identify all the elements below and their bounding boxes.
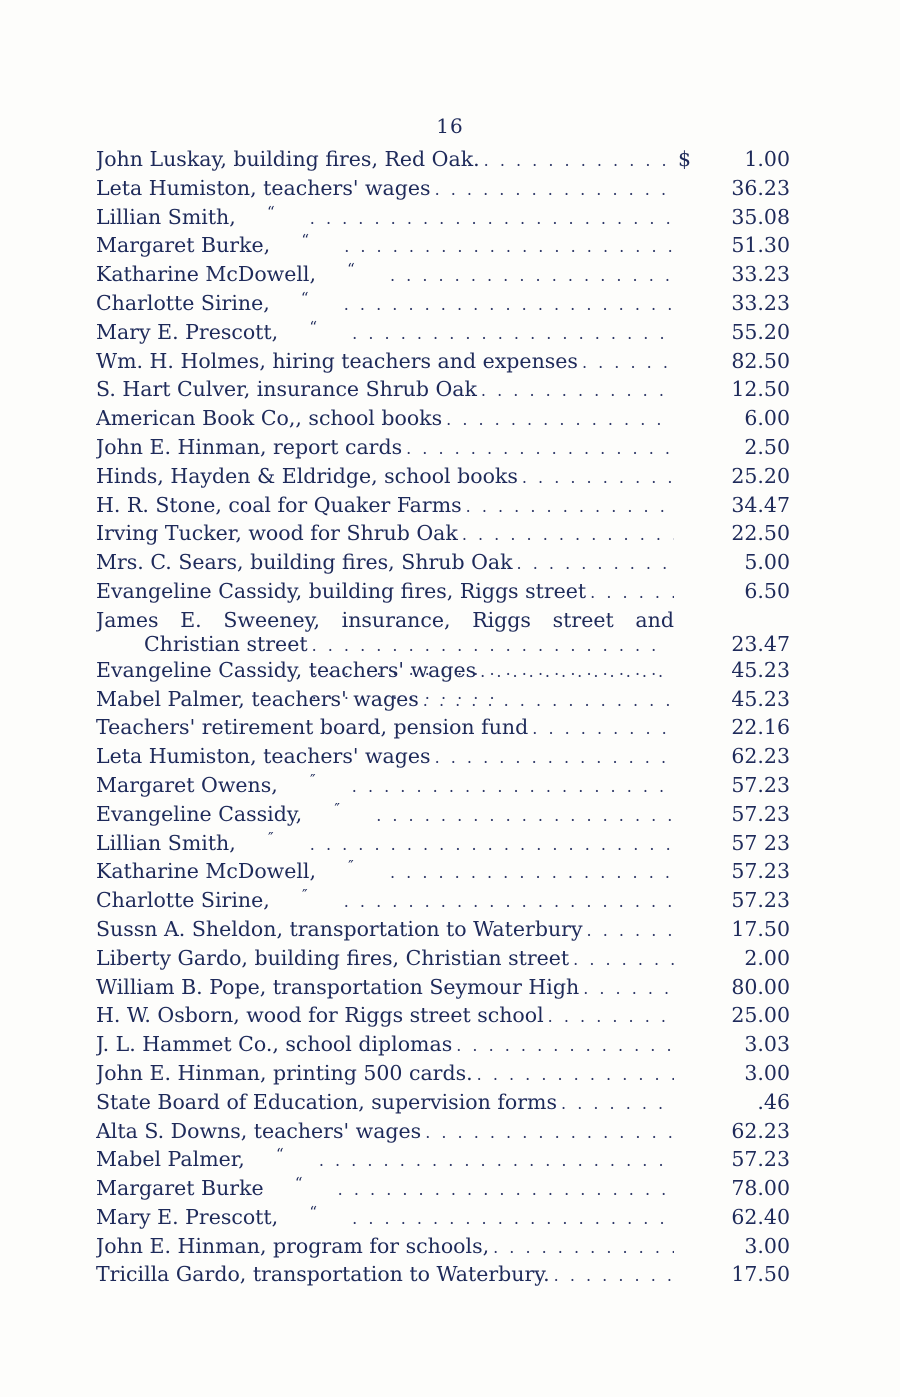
entry-description: Leta Humiston, teachers' wages bbox=[96, 175, 431, 200]
entry-description: Margaret Burke, bbox=[96, 233, 271, 258]
entry-amount: 3.00 bbox=[744, 1233, 790, 1258]
leader-dots bbox=[348, 777, 674, 796]
entry-amount: 25.20 bbox=[731, 463, 790, 488]
entry-description: Margaret Burke bbox=[96, 1176, 264, 1201]
entry-description: Sussn A. Sheldon, transportation to Waterbury bbox=[96, 916, 583, 941]
ledger-row bbox=[96, 1234, 796, 1263]
ledger-row bbox=[96, 1032, 796, 1061]
leader-dots bbox=[518, 468, 674, 487]
ditto-mark: “ bbox=[309, 319, 317, 336]
ledger-row bbox=[96, 233, 796, 262]
leader-dots bbox=[480, 151, 674, 170]
entry-amount: 57.23 bbox=[731, 888, 790, 913]
entry-description: Christian street bbox=[144, 631, 308, 656]
entry-amount: 57 23 bbox=[731, 830, 790, 855]
entry-description: State Board of Education, supervision forms bbox=[96, 1089, 558, 1114]
leader-dots bbox=[569, 950, 674, 969]
ditto-mark: ″ bbox=[348, 859, 354, 876]
entry-amount: 35.08 bbox=[731, 204, 790, 229]
leader-dots bbox=[452, 1036, 674, 1055]
entry-description: American Book Co,, school books bbox=[96, 406, 443, 431]
multi-line-word: Sweeney, bbox=[223, 607, 320, 632]
ledger-row bbox=[96, 975, 796, 1004]
entry-amount: 5.00 bbox=[744, 550, 790, 575]
multi-line-first bbox=[96, 608, 674, 632]
leader-dots bbox=[372, 806, 674, 825]
leader-dots bbox=[386, 266, 674, 285]
leader-dots bbox=[578, 353, 674, 372]
entry-amount: 6.00 bbox=[744, 406, 790, 431]
entry-amount: 62.23 bbox=[731, 1118, 790, 1143]
leader-dots bbox=[586, 583, 674, 602]
entry-amount: 80.00 bbox=[731, 974, 790, 999]
entry-description: John Luskay, building fires, Red Oak. bbox=[96, 147, 480, 171]
ledger-row bbox=[96, 377, 796, 406]
entry-description: Irving Tucker, wood for Shrub Oak bbox=[96, 521, 458, 546]
multi-line-word: Riggs bbox=[472, 607, 531, 632]
ledger-row bbox=[96, 1119, 796, 1148]
ledger-row bbox=[96, 464, 796, 493]
ledger-row bbox=[96, 1262, 796, 1291]
leader-dots bbox=[306, 209, 674, 228]
entry-amount: 33.23 bbox=[731, 262, 790, 287]
leader-dots bbox=[340, 295, 674, 314]
leader-dots bbox=[348, 324, 674, 343]
leader-dots bbox=[386, 863, 674, 882]
ditto-mark: ″ bbox=[334, 801, 340, 818]
entry-description: Mabel Palmer, teachers' wages bbox=[96, 686, 419, 711]
ditto-mark: “ bbox=[347, 262, 355, 279]
leader-dots bbox=[550, 1266, 674, 1285]
ditto-mark: “ bbox=[275, 1147, 284, 1164]
entry-amount: 55.20 bbox=[731, 319, 790, 344]
entry-description: John E. Hinman, program for schools, bbox=[96, 1233, 490, 1258]
entry-description: Mary E. Prescott, bbox=[96, 319, 279, 344]
multi-line-word: and bbox=[635, 607, 674, 632]
entry-amount: 6.50 bbox=[744, 578, 790, 603]
entry-description: Mabel Palmer, bbox=[96, 1147, 245, 1172]
entry-amount: 3.03 bbox=[744, 1032, 790, 1057]
ditto-mark: ″ bbox=[267, 830, 274, 847]
entry-description: H. W. Osborn, wood for Riggs street school bbox=[96, 1003, 544, 1028]
leader-dots bbox=[315, 1151, 674, 1170]
entry-amount: 78.00 bbox=[731, 1176, 790, 1201]
entry-description: J. L. Hammet Co., school diplomas bbox=[96, 1032, 453, 1057]
entry-description: Mrs. C. Sears, building fires, Shrub Oak bbox=[96, 550, 513, 575]
entry-description: Tricilla Gardo, transportation to Waterbury. bbox=[96, 1262, 550, 1287]
ledger-row bbox=[96, 744, 796, 773]
entry-description: Mary E. Prescott, bbox=[96, 1204, 279, 1229]
ledger-row bbox=[96, 1061, 796, 1090]
leader-dots bbox=[306, 835, 674, 854]
entry-description: Lillian Smith, bbox=[96, 830, 236, 855]
entry-description: Liberty Gardo, building fires, Christian street bbox=[96, 945, 570, 970]
entry-amount: 62.40 bbox=[731, 1204, 790, 1229]
currency-symbol: $ bbox=[678, 147, 692, 171]
ledger-row bbox=[96, 320, 796, 349]
entry-amount: 57.23 bbox=[731, 772, 790, 797]
leader-dots bbox=[557, 1094, 674, 1113]
multi-line-word: James bbox=[96, 607, 159, 632]
leader-dots bbox=[348, 1209, 674, 1228]
entry-amount: 17.50 bbox=[731, 1262, 790, 1287]
ditto-mark: ″ bbox=[301, 888, 308, 905]
entry-amount: 51.30 bbox=[731, 233, 790, 258]
ledger-row bbox=[96, 1003, 796, 1032]
ledger-row bbox=[96, 262, 796, 291]
entry-amount: 57.23 bbox=[731, 859, 790, 884]
entry-description: Charlotte Sirine, bbox=[96, 290, 270, 315]
entry-description: S. Hart Culver, insurance Shrub Oak bbox=[96, 377, 477, 402]
entry-amount: 3.00 bbox=[744, 1060, 790, 1085]
entry-description: Lillian Smith, bbox=[96, 204, 236, 229]
ledger-row bbox=[96, 147, 796, 176]
multi-line-word: insurance, bbox=[341, 607, 451, 632]
leader-dots bbox=[544, 1007, 674, 1026]
entry-description: Evangeline Cassidy, teachers' wages bbox=[96, 657, 477, 682]
leader-dots bbox=[513, 554, 674, 573]
ditto-mark: “ bbox=[309, 1204, 317, 1221]
entry-amount: 62.23 bbox=[731, 744, 790, 769]
ledger-row bbox=[96, 946, 796, 975]
entry-amount: 2.00 bbox=[744, 945, 790, 970]
entry-description: Hinds, Hayden & Eldridge, school books bbox=[96, 463, 518, 488]
leader-dots bbox=[340, 237, 674, 256]
ledger-row bbox=[96, 715, 796, 744]
ledger-row bbox=[96, 205, 796, 234]
leader-dots bbox=[462, 497, 674, 516]
entry-amount: 12.50 bbox=[731, 377, 790, 402]
leader-dots bbox=[340, 892, 674, 911]
entry-amount: 34.47 bbox=[731, 492, 790, 517]
entry-description: Leta Humiston, teachers' wages bbox=[96, 744, 431, 769]
entry-description: Wm. H. Holmes, hiring teachers and expenses bbox=[96, 348, 578, 373]
ditto-mark: ″ bbox=[309, 772, 316, 789]
entry-amount: 23.47 bbox=[731, 631, 790, 656]
leader-dots bbox=[579, 979, 674, 998]
entry-amount: 45.23 bbox=[731, 686, 790, 711]
leader-dots bbox=[431, 748, 674, 767]
ledger-row bbox=[96, 579, 796, 608]
entry-amount: 57.23 bbox=[731, 1147, 790, 1172]
entry-amount: 22.50 bbox=[731, 521, 790, 546]
ledger-row bbox=[96, 859, 796, 888]
entry-description: Evangeline Cassidy, building fires, Riggs street bbox=[96, 578, 587, 603]
entry-description: Evangeline Cassidy, bbox=[96, 801, 303, 826]
ledger-row bbox=[96, 888, 796, 917]
entry-description: Katharine McDowell, bbox=[96, 859, 316, 884]
entry-description: William B. Pope, transportation Seymour High bbox=[96, 974, 580, 999]
ditto-mark: “ bbox=[266, 204, 275, 221]
ledger-row bbox=[96, 1090, 796, 1119]
entry-description: Charlotte Sirine, bbox=[96, 888, 270, 913]
leader-dots bbox=[528, 719, 674, 738]
leader-dots bbox=[421, 1123, 674, 1142]
entry-amount: 45.23 bbox=[731, 657, 790, 682]
ditto-mark: “ bbox=[294, 1176, 303, 1193]
entry-amount: 82.50 bbox=[731, 348, 790, 373]
entry-amount: 17.50 bbox=[731, 916, 790, 941]
entry-description: Teachers' retirement board, pension fund bbox=[96, 715, 529, 740]
ledger bbox=[96, 147, 796, 1291]
ledger-row bbox=[96, 435, 796, 464]
ledger-row bbox=[96, 687, 796, 716]
entry-description: John E. Hinman, report cards bbox=[96, 434, 403, 459]
leader-dots bbox=[583, 921, 674, 940]
ledger-row-multiline bbox=[96, 608, 796, 658]
leader-dots bbox=[334, 1180, 674, 1199]
ledger-row bbox=[96, 291, 796, 320]
entry-amount: .46 bbox=[757, 1089, 790, 1114]
entry-amount: 2.50 bbox=[744, 434, 790, 459]
ledger-row bbox=[96, 831, 796, 860]
entry-description: John E. Hinman, printing 500 cards. bbox=[96, 1060, 473, 1085]
ledger-row bbox=[96, 1176, 796, 1205]
entry-description: Margaret Owens, bbox=[96, 772, 278, 797]
ledger-row bbox=[96, 521, 796, 550]
ditto-mark: “ bbox=[300, 290, 309, 307]
entry-amount: 25.00 bbox=[731, 1003, 790, 1028]
leader-dots bbox=[442, 410, 674, 429]
leader-dots bbox=[476, 662, 674, 681]
multi-line-word: E. bbox=[180, 607, 202, 632]
ledger-row bbox=[96, 917, 796, 946]
ledger-row bbox=[96, 773, 796, 802]
ledger-row bbox=[96, 493, 796, 522]
entry-amount: 36.23 bbox=[731, 175, 790, 200]
ditto-mark: “ bbox=[301, 233, 310, 250]
entry-description: H. R. Stone, coal for Quaker Farms bbox=[96, 492, 462, 517]
leader-dots bbox=[477, 381, 674, 400]
entry-amount: 22.16 bbox=[731, 715, 790, 740]
ledger-row bbox=[96, 1147, 796, 1176]
leader-dots bbox=[473, 1065, 674, 1084]
entry-amount: 1.00 bbox=[744, 147, 790, 171]
leader-dots bbox=[458, 525, 674, 544]
ledger-row bbox=[96, 176, 796, 205]
multi-line-word: street bbox=[552, 607, 614, 632]
entry-amount: 57.23 bbox=[731, 801, 790, 826]
ledger-row bbox=[96, 550, 796, 579]
entry-description: Alta S. Downs, teachers' wages bbox=[96, 1118, 422, 1143]
leader-dots bbox=[431, 180, 674, 199]
ledger-row bbox=[96, 1205, 796, 1234]
leader-dots bbox=[489, 1238, 674, 1257]
leader-dots bbox=[419, 691, 674, 710]
ledger-row bbox=[96, 406, 796, 435]
ledger-row bbox=[96, 802, 796, 831]
ledger-row bbox=[96, 349, 796, 378]
page-number: 16 bbox=[436, 114, 464, 138]
entry-description: Katharine McDowell, bbox=[96, 262, 316, 287]
leader-dots bbox=[402, 439, 674, 458]
entry-amount: 33.23 bbox=[731, 290, 790, 315]
